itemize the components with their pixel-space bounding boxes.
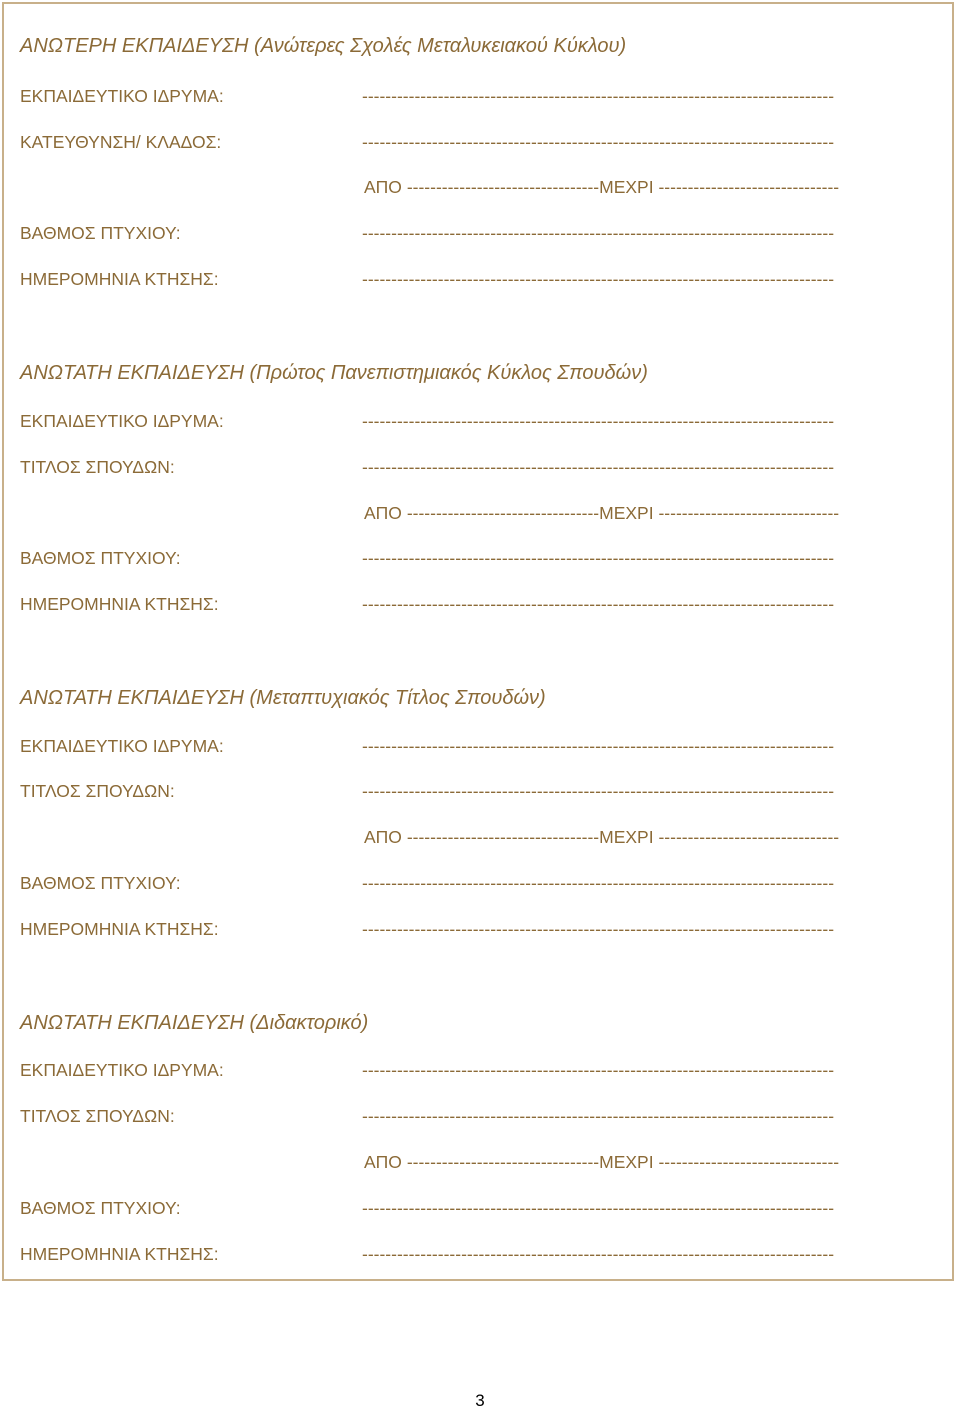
institution-label: ΕΚΠΑΙΔΕΥΤΙΚΟ ΙΔΡΥΜΑ: (20, 86, 224, 106)
grade-field[interactable]: --------------------------------------------------------------------------------- (362, 223, 835, 243)
grade-row (20, 546, 940, 570)
field-field[interactable]: --------------------------------------------------------------------------------- (362, 1106, 835, 1126)
field-label: ΤΙΤΛΟΣ ΣΠΟΥΔΩΝ: (20, 457, 175, 477)
date-label: ΗΜΕΡΟΜΗΝΙΑ ΚΤΗΣΗΣ: (20, 269, 219, 289)
field-row (20, 130, 940, 154)
period-field[interactable] (364, 501, 839, 525)
from-line: --------------------------------- (406, 177, 600, 197)
to-label: ΜΕΧΡΙ (599, 177, 654, 197)
institution-row (20, 409, 940, 433)
to-line: ------------------------------- (658, 827, 840, 847)
date-field[interactable]: --------------------------------------------------------------------------------- (362, 1244, 835, 1264)
grade-label: ΒΑΘΜΟΣ ΠΤΥΧΙΟΥ: (20, 873, 181, 893)
field-row (20, 1104, 940, 1128)
grade-row (20, 1196, 940, 1220)
date-label: ΗΜΕΡΟΜΗΝΙΑ ΚΤΗΣΗΣ: (20, 919, 219, 939)
grade-row (20, 221, 940, 245)
grade-label: ΒΑΘΜΟΣ ΠΤΥΧΙΟΥ: (20, 548, 181, 568)
date-field[interactable]: --------------------------------------------------------------------------------- (362, 919, 835, 939)
section-title: ΑΝΩΤΑΤΗ ΕΚΠΑΙΔΕΥΣΗ (Πρώτος Πανεπιστημιακός Κύκλος Σπουδών) (20, 362, 648, 384)
institution-label: ΕΚΠΑΙΔΕΥΤΙΚΟ ΙΔΡΥΜΑ: (20, 1060, 224, 1080)
institution-field[interactable]: --------------------------------------------------------------------------------- (362, 411, 835, 431)
field-row (20, 779, 940, 803)
date-field[interactable]: --------------------------------------------------------------------------------- (362, 594, 835, 614)
grade-field[interactable]: --------------------------------------------------------------------------------- (362, 873, 835, 893)
from-label: ΑΠΟ (364, 503, 402, 523)
date-row (20, 592, 940, 616)
section-title: ΑΝΩΤΕΡΗ ΕΚΠΑΙΔΕΥΣΗ (Ανώτερες Σχολές Μεταλυκειακού Κύκλου) (20, 35, 627, 57)
grade-label: ΒΑΘΜΟΣ ΠΤΥΧΙΟΥ: (20, 223, 181, 243)
grade-field[interactable]: --------------------------------------------------------------------------------- (362, 548, 835, 568)
to-label: ΜΕΧΡΙ (599, 503, 654, 523)
institution-label: ΕΚΠΑΙΔΕΥΤΙΚΟ ΙΔΡΥΜΑ: (20, 736, 224, 756)
to-label: ΜΕΧΡΙ (599, 827, 654, 847)
institution-row (20, 1058, 940, 1082)
institution-row (20, 84, 940, 108)
to-label: ΜΕΧΡΙ (599, 1152, 654, 1172)
field-label: ΤΙΤΛΟΣ ΣΠΟΥΔΩΝ: (20, 781, 175, 801)
to-line: ------------------------------- (658, 177, 840, 197)
from-line: --------------------------------- (406, 827, 600, 847)
field-field[interactable]: --------------------------------------------------------------------------------- (362, 457, 835, 477)
period-row (20, 825, 940, 849)
period-row (20, 501, 940, 525)
from-label: ΑΠΟ (364, 827, 402, 847)
period-field[interactable] (364, 825, 839, 849)
section-title: ΑΝΩΤΑΤΗ ΕΚΠΑΙΔΕΥΣΗ (Διδακτορικό) (20, 1012, 369, 1034)
institution-field[interactable]: --------------------------------------------------------------------------------- (362, 86, 835, 106)
from-line: --------------------------------- (406, 1152, 600, 1172)
field-field[interactable]: --------------------------------------------------------------------------------- (362, 132, 835, 152)
date-row (20, 917, 940, 941)
from-label: ΑΠΟ (364, 177, 402, 197)
date-label: ΗΜΕΡΟΜΗΝΙΑ ΚΤΗΣΗΣ: (20, 594, 219, 614)
institution-field[interactable]: --------------------------------------------------------------------------------- (362, 1060, 835, 1080)
date-row (20, 267, 940, 291)
page-number: 3 (475, 1391, 485, 1410)
period-row (20, 175, 940, 199)
grade-label: ΒΑΘΜΟΣ ΠΤΥΧΙΟΥ: (20, 1198, 181, 1218)
institution-label: ΕΚΠΑΙΔΕΥΤΙΚΟ ΙΔΡΥΜΑ: (20, 411, 224, 431)
institution-row (20, 734, 940, 758)
date-field[interactable]: --------------------------------------------------------------------------------- (362, 269, 835, 289)
period-field[interactable] (364, 1150, 839, 1174)
field-label: ΚΑΤΕΥΘΥΝΣΗ/ ΚΛΑΔΟΣ: (20, 132, 222, 152)
from-label: ΑΠΟ (364, 1152, 402, 1172)
field-row (20, 455, 940, 479)
institution-field[interactable]: --------------------------------------------------------------------------------- (362, 736, 835, 756)
to-line: ------------------------------- (658, 503, 840, 523)
period-row (20, 1150, 940, 1174)
field-label: ΤΙΤΛΟΣ ΣΠΟΥΔΩΝ: (20, 1106, 175, 1126)
date-row (20, 1242, 940, 1266)
grade-field[interactable]: --------------------------------------------------------------------------------- (362, 1198, 835, 1218)
to-line: ------------------------------- (658, 1152, 840, 1172)
section-title: ΑΝΩΤΑΤΗ ΕΚΠΑΙΔΕΥΣΗ (Μεταπτυχιακός Τίτλος Σπουδών) (20, 687, 546, 709)
field-field[interactable]: --------------------------------------------------------------------------------- (362, 781, 835, 801)
period-field[interactable] (364, 175, 839, 199)
grade-row (20, 871, 940, 895)
from-line: --------------------------------- (406, 503, 600, 523)
date-label: ΗΜΕΡΟΜΗΝΙΑ ΚΤΗΣΗΣ: (20, 1244, 219, 1264)
